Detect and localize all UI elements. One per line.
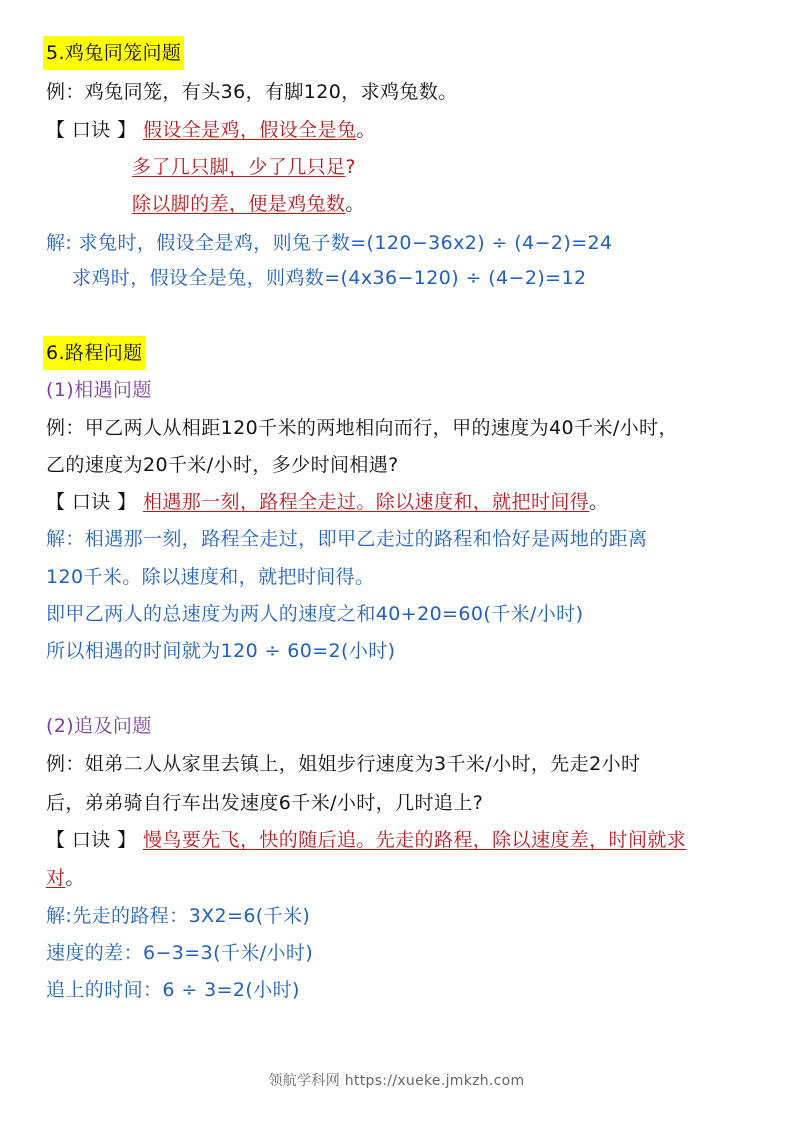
subsection-1-solution-4: 所以相遇的时间就为120 ÷ 60=2(小时) bbox=[46, 640, 396, 662]
mnemonic-text: 多了几只脚，少了几只足 bbox=[132, 156, 346, 178]
section-5-mnemonic-line-1 bbox=[46, 116, 376, 144]
mnemonic-punct: 。 bbox=[345, 193, 365, 215]
subsection-2-mnemonic-line-1 bbox=[46, 826, 686, 854]
section-5-mnemonic-line-2 bbox=[132, 153, 356, 181]
mnemonic-label: 【 口诀 】 bbox=[46, 491, 137, 513]
mnemonic-punct: ? bbox=[345, 156, 356, 178]
section-6-heading bbox=[43, 336, 146, 370]
section-6-heading-text: 6.路程问题 bbox=[43, 336, 146, 370]
mnemonic-label: 【 口诀 】 bbox=[46, 829, 137, 851]
subsection-2-solution-1: 解:先走的路程：3X2=6(千米) bbox=[46, 905, 311, 927]
subsection-2-example-2: 后，弟弟骑自行车出发速度6千米/小时，几时追上? bbox=[46, 792, 484, 814]
section-5-mnemonic-line-3 bbox=[132, 190, 365, 218]
mnemonic-punct: 。 bbox=[65, 867, 85, 889]
subsection-1-solution-1: 解：相遇那一刻，路程全走过，即甲乙走过的路程和恰好是两地的距离 bbox=[46, 528, 648, 550]
page-footer: 领航学科网 https://xueke.jmkzh.com bbox=[268, 1073, 525, 1089]
subsection-1-solution-2: 120千米。除以速度和，就把时间得。 bbox=[46, 566, 375, 588]
section-5-example: 例：鸡兔同笼，有头36，有脚120，求鸡兔数。 bbox=[46, 81, 458, 103]
section-5-solution-2: 求鸡时，假设全是兔，则鸡数=(4x36−120) ÷ (4−2)=12 bbox=[72, 267, 587, 289]
mnemonic-text: 慢鸟要先飞，快的随后追。先走的路程，除以速度差，时间就求 bbox=[142, 829, 687, 851]
subsection-2-mnemonic-line-2 bbox=[46, 864, 85, 892]
subsection-2-heading: (2)追及问题 bbox=[46, 715, 152, 737]
subsection-1-solution-3: 即甲乙两人的总速度为两人的速度之和40+20=60(千米/小时) bbox=[46, 603, 584, 625]
mnemonic-punct: 。 bbox=[356, 119, 376, 141]
mnemonic-punct: 。 bbox=[589, 491, 609, 513]
subsection-2-solution-3: 追上的时间：6 ÷ 3=2(小时) bbox=[46, 979, 300, 1001]
subsection-1-heading: (1)相遇问题 bbox=[46, 379, 152, 401]
mnemonic-text: 对 bbox=[46, 867, 66, 889]
subsection-1-example-2: 乙的速度为20千米/小时，多少时间相遇? bbox=[46, 454, 399, 476]
subsection-1-mnemonic bbox=[46, 488, 609, 516]
mnemonic-text: 假设全是鸡，假设全是兔 bbox=[142, 119, 357, 141]
subsection-2-example-1: 例：姐弟二人从家里去镇上，姐姐步行速度为3千米/小时，先走2小时 bbox=[46, 753, 641, 775]
subsection-2-solution-2: 速度的差：6−3=3(千米/小时) bbox=[46, 942, 314, 964]
mnemonic-label: 【 口诀 】 bbox=[46, 119, 137, 141]
mnemonic-text: 相遇那一刻，路程全走过。除以速度和，就把时间得 bbox=[142, 491, 590, 513]
mnemonic-text: 除以脚的差，便是鸡兔数 bbox=[132, 193, 346, 215]
subsection-1-example-1: 例：甲乙两人从相距120千米的两地相向而行，甲的速度为40千米/小时， bbox=[46, 417, 678, 439]
section-5-solution-1: 解: 求兔时，假设全是鸡，则兔子数=(120−36x2) ÷ (4−2)=24 bbox=[46, 232, 613, 254]
section-5-heading bbox=[43, 36, 184, 70]
section-5-heading-text: 5.鸡兔同笼问题 bbox=[43, 36, 184, 70]
